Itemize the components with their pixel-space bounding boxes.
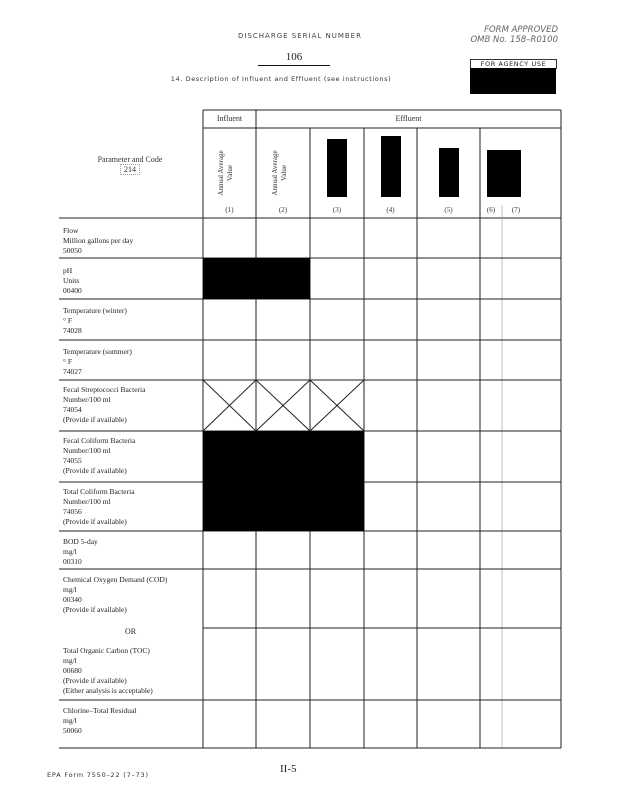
form-id: EPA Form 7550–22 (7–73) xyxy=(47,771,149,779)
parameter-header: Parameter and Code xyxy=(97,155,163,164)
parameter-unit: mg/l xyxy=(63,656,77,665)
parameter-code: 74055 xyxy=(63,456,82,465)
parameter-name: Temperature (winter) xyxy=(63,306,127,315)
form-approved-label: FORM APPROVED xyxy=(484,25,558,35)
parameter-unit: Number/100 ml xyxy=(63,446,111,455)
parameter-unit: ° F xyxy=(63,316,73,325)
parameter-unit: mg/l xyxy=(63,716,77,725)
coliform-values-redaction xyxy=(203,431,364,531)
parameter-note: (Provide if available) xyxy=(63,517,127,526)
parameter-row-cod xyxy=(63,575,167,615)
page-number: II-5 xyxy=(280,763,297,775)
column-number-6: (6) xyxy=(486,206,496,214)
serial-number-value: 106 xyxy=(258,51,330,66)
parameter-row-temperature-summer xyxy=(63,347,132,377)
parameter-row-ph xyxy=(63,266,82,296)
ph-values-redaction xyxy=(203,258,310,299)
parameter-row-bod xyxy=(63,537,98,567)
parameter-code: 00400 xyxy=(63,286,82,295)
effluent-header: Effluent xyxy=(395,114,422,123)
influent-header: Influent xyxy=(216,114,243,123)
parameter-row-fecal-coliform xyxy=(63,436,135,476)
parameter-name: BOD 5-day xyxy=(63,537,98,546)
parameter-note: (Provide if available) xyxy=(63,676,127,685)
parameter-name: Chlorine–Total Residual xyxy=(63,706,137,715)
parameter-row-temperature-winter xyxy=(63,306,127,336)
or-separator: OR xyxy=(124,627,137,636)
effluent-annual-average-label: Annual Average Value xyxy=(271,150,288,196)
parameter-row-flow xyxy=(63,226,133,256)
parameter-note: (Provide if available) xyxy=(63,605,127,614)
parameter-code: 00340 xyxy=(63,595,82,604)
parameter-name: Chemical Oxygen Demand (COD) xyxy=(63,575,168,584)
parameter-name: Total Coliform Bacteria xyxy=(63,487,135,496)
parameter-code xyxy=(60,165,200,174)
parameter-name: Total Organic Carbon (TOC) xyxy=(63,646,150,655)
parameter-unit: Number/100 ml xyxy=(63,395,111,404)
parameter-unit: mg/l xyxy=(63,585,77,594)
parameter-code: 74056 xyxy=(63,507,82,516)
column-6-header-redaction xyxy=(487,150,521,197)
parameter-unit: Million gallons per day xyxy=(63,236,134,245)
parameter-row-chlorine xyxy=(63,706,136,736)
agency-use-label: FOR AGENCY USE xyxy=(470,59,557,69)
parameter-row-toc xyxy=(63,646,153,696)
column-number-5: (5) xyxy=(444,206,453,214)
parameter-note: (Provide if available) xyxy=(63,415,127,424)
omb-number: OMB No. 158–R0100 xyxy=(470,35,558,45)
column-number-1: (1) xyxy=(225,206,234,214)
parameter-note: (Provide if available) xyxy=(63,466,127,475)
serial-number-title: DISCHARGE SERIAL NUMBER xyxy=(238,32,362,40)
parameter-unit: Number/100 ml xyxy=(63,497,111,506)
parameter-unit: Units xyxy=(63,276,80,285)
column-number-7: (7) xyxy=(511,206,521,214)
parameter-note: (Either analysis is acceptable) xyxy=(63,686,153,695)
parameter-code: 74027 xyxy=(63,367,82,376)
column-3-header-redaction xyxy=(327,139,347,197)
parameter-name: Temperature (summer) xyxy=(63,347,132,356)
parameter-unit: ° F xyxy=(63,357,73,366)
column-4-header-redaction xyxy=(381,136,401,197)
section-description: 14. Description of Influent and Effluent (see instructions) xyxy=(170,75,392,83)
column-5-header-redaction xyxy=(439,148,459,197)
column-number-2: (2) xyxy=(278,206,288,214)
parameter-name: Fecal Coliform Bacteria xyxy=(63,436,136,445)
parameter-name: Flow xyxy=(63,226,79,235)
influent-annual-average-label: Annual Average Value xyxy=(217,150,234,196)
parameter-row-total-coliform xyxy=(63,487,135,527)
parameter-code: 00680 xyxy=(63,666,82,675)
parameter-row-fecal-streptococci xyxy=(63,385,145,425)
parameter-name: Fecal Streptococci Bacteria xyxy=(63,385,146,394)
parameter-code-box: 214 xyxy=(120,164,140,175)
parameter-code: 74028 xyxy=(63,326,82,335)
column-number-3: (3) xyxy=(332,206,342,214)
parameter-code: 50060 xyxy=(63,726,82,735)
parameter-unit: mg/l xyxy=(63,547,77,556)
parameter-code: 74054 xyxy=(63,405,82,414)
parameter-code: 50050 xyxy=(63,246,82,255)
column-number-4: (4) xyxy=(386,206,395,214)
parameter-name: pH xyxy=(63,266,73,275)
parameter-code: 00310 xyxy=(63,557,82,566)
